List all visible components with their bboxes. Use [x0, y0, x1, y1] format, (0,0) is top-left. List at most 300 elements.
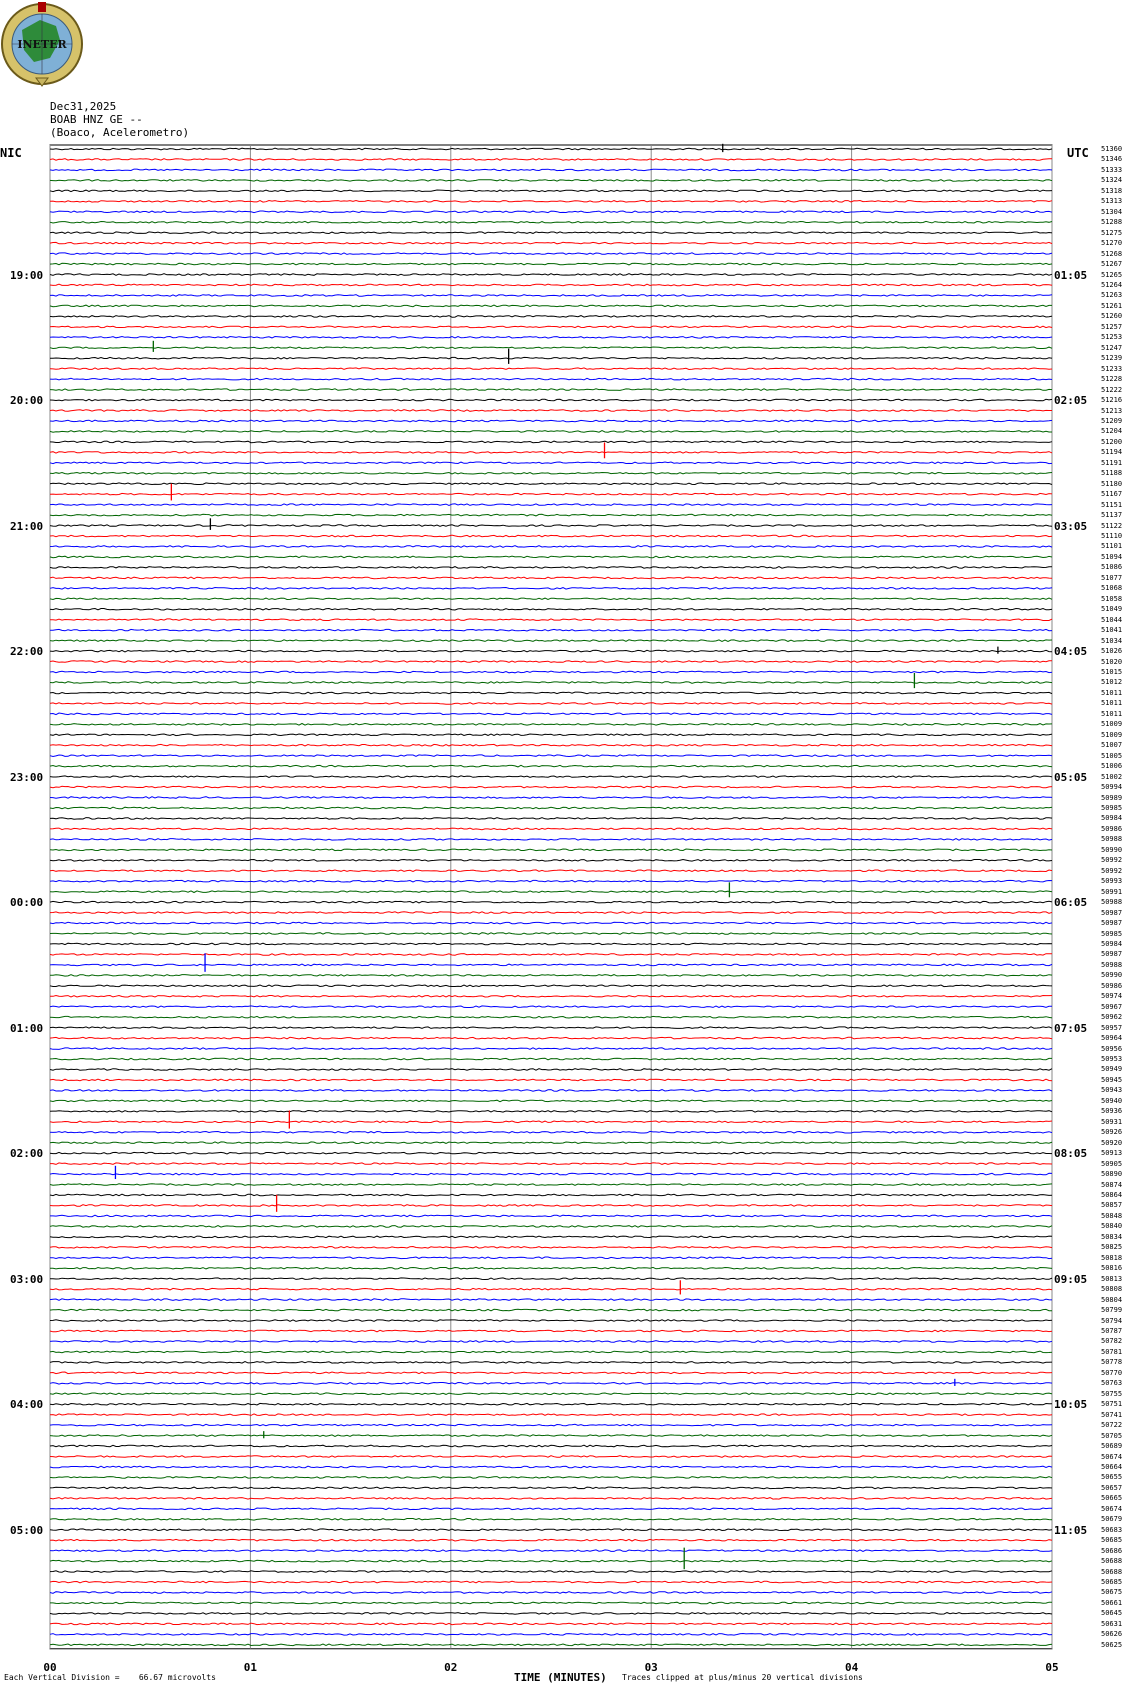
trace-count-label: 50992 — [1101, 856, 1123, 865]
trace-count-label: 51268 — [1101, 249, 1123, 258]
trace-count-label: 51151 — [1101, 500, 1123, 509]
trace-count-label: 50905 — [1101, 1159, 1123, 1168]
trace-count-label: 51213 — [1101, 406, 1123, 415]
seismic-trace — [50, 954, 1052, 956]
seismic-trace — [50, 985, 1052, 987]
seismic-trace — [50, 1519, 1052, 1521]
seismic-trace — [50, 943, 1052, 945]
trace-count-label: 51275 — [1101, 228, 1123, 237]
trace-count-label: 50645 — [1101, 1609, 1123, 1618]
seismic-trace — [50, 1131, 1052, 1133]
seismic-trace — [50, 211, 1052, 213]
trace-count-label: 50674 — [1101, 1504, 1123, 1513]
trace-count-label: 51167 — [1101, 490, 1123, 499]
trace-count-label: 50689 — [1101, 1442, 1123, 1451]
trace-count-label: 50661 — [1101, 1598, 1123, 1607]
hour-label-local: 01:00 — [10, 1021, 44, 1035]
trace-count-label: 50674 — [1101, 1452, 1123, 1461]
seismic-trace — [50, 1602, 1052, 1604]
seismic-trace — [50, 828, 1052, 830]
trace-count-label: 50992 — [1101, 866, 1123, 875]
seismic-trace — [50, 357, 1052, 359]
seismic-trace — [50, 922, 1052, 924]
trace-count-label: 50808 — [1101, 1285, 1123, 1294]
trace-count-label: 51239 — [1101, 354, 1123, 363]
hour-label-utc: 01:05 — [1054, 268, 1088, 282]
trace-count-label: 50913 — [1101, 1149, 1123, 1158]
trace-count-label: 50949 — [1101, 1065, 1123, 1074]
hour-label-local: 23:00 — [10, 770, 44, 784]
hour-label-utc: 08:05 — [1054, 1147, 1088, 1161]
trace-count-label: 50974 — [1101, 992, 1123, 1001]
seismic-trace — [50, 1194, 1052, 1196]
trace-count-label: 50834 — [1101, 1232, 1123, 1241]
footer-clip-note: Traces clipped at plus/minus 20 vertical divisions — [622, 1673, 863, 1682]
seismic-trace — [50, 263, 1052, 265]
trace-count-label: 50763 — [1101, 1379, 1123, 1388]
hour-label-utc: 09:05 — [1054, 1272, 1088, 1286]
seismic-trace — [50, 860, 1052, 862]
trace-count-label: 51313 — [1101, 197, 1123, 206]
trace-count-label: 50705 — [1101, 1431, 1123, 1440]
seismic-trace — [50, 493, 1052, 495]
seismic-trace — [50, 598, 1052, 600]
seismic-trace — [50, 1121, 1052, 1123]
hour-label-local: 21:00 — [10, 519, 44, 533]
trace-count-label: 51270 — [1101, 239, 1123, 248]
trace-count-label: 51020 — [1101, 657, 1123, 666]
seismic-trace — [50, 650, 1052, 652]
seismic-trace — [50, 996, 1052, 998]
seismic-trace — [50, 1079, 1052, 1081]
seismic-trace — [50, 1006, 1052, 1008]
trace-count-label: 50988 — [1101, 960, 1123, 969]
seismic-trace — [50, 1634, 1052, 1636]
seismic-trace — [50, 483, 1052, 485]
trace-count-label: 50816 — [1101, 1264, 1123, 1273]
trace-count-label: 50755 — [1101, 1389, 1123, 1398]
seismic-trace — [50, 692, 1052, 694]
hour-label-local: 22:00 — [10, 645, 44, 659]
seismic-trace — [50, 1560, 1052, 1562]
trace-count-label: 51012 — [1101, 678, 1123, 687]
trace-count-label: 51122 — [1101, 521, 1123, 530]
hour-label-utc: 06:05 — [1054, 896, 1088, 910]
seismic-trace — [50, 1330, 1052, 1332]
trace-count-label: 50688 — [1101, 1557, 1123, 1566]
seismic-trace — [50, 1498, 1052, 1500]
hour-label-utc: 04:05 — [1054, 645, 1088, 659]
trace-count-label: 50794 — [1101, 1316, 1123, 1325]
seismic-trace — [50, 1613, 1052, 1615]
seismic-trace — [50, 347, 1052, 349]
seismic-trace — [50, 608, 1052, 610]
seismic-trace — [50, 169, 1052, 171]
trace-count-label: 50985 — [1101, 929, 1123, 938]
trace-count-label: 51068 — [1101, 584, 1123, 593]
trace-count-label: 50956 — [1101, 1044, 1123, 1053]
hour-label-utc: 02:05 — [1054, 394, 1088, 408]
trace-count-label: 50957 — [1101, 1023, 1123, 1032]
seismic-trace — [50, 901, 1052, 903]
seismic-trace — [50, 1623, 1052, 1625]
seismic-trace — [50, 159, 1052, 161]
trace-count-label: 50781 — [1101, 1347, 1123, 1356]
trace-count-label: 51011 — [1101, 699, 1123, 708]
trace-count-label: 50799 — [1101, 1306, 1123, 1315]
seismic-trace — [50, 1351, 1052, 1353]
trace-count-label: 50926 — [1101, 1128, 1123, 1137]
seismic-trace — [50, 180, 1052, 182]
seismic-trace — [50, 839, 1052, 841]
trace-count-label: 50989 — [1101, 793, 1123, 802]
seismic-trace — [50, 441, 1052, 443]
seismic-trace — [50, 1111, 1052, 1113]
trace-count-label: 50986 — [1101, 824, 1123, 833]
seismic-trace — [50, 1456, 1052, 1458]
trace-count-label: 50655 — [1101, 1473, 1123, 1482]
x-tick-label: 02 — [444, 1661, 458, 1674]
trace-count-label: 50890 — [1101, 1170, 1123, 1179]
seismic-trace — [50, 1058, 1052, 1060]
seismic-trace — [50, 1403, 1052, 1405]
trace-count-label: 51261 — [1101, 301, 1123, 310]
trace-count-label: 50967 — [1101, 1002, 1123, 1011]
trace-count-label: 50751 — [1101, 1400, 1123, 1409]
seismic-trace — [50, 284, 1052, 286]
hour-label-local: 05:00 — [10, 1523, 44, 1537]
footer-scale: Each Vertical Division = 66.67 microvolts — [4, 1673, 216, 1682]
trace-count-label: 51137 — [1101, 511, 1123, 520]
seismic-trace — [50, 1644, 1052, 1646]
hour-label-local: 03:00 — [10, 1272, 44, 1286]
trace-count-label: 50987 — [1101, 950, 1123, 959]
trace-count-label: 50664 — [1101, 1462, 1123, 1471]
timezone-left: NIC — [0, 146, 22, 160]
seismic-trace — [50, 807, 1052, 809]
seismic-trace — [50, 661, 1052, 663]
seismic-trace — [50, 431, 1052, 433]
hour-label-utc: 07:05 — [1054, 1021, 1088, 1035]
trace-count-label: 51209 — [1101, 416, 1123, 425]
hour-label-utc: 11:05 — [1054, 1523, 1088, 1537]
trace-count-label: 51011 — [1101, 688, 1123, 697]
seismic-trace — [50, 724, 1052, 726]
seismic-trace — [50, 1320, 1052, 1322]
seismic-trace — [50, 1341, 1052, 1343]
trace-count-label: 51228 — [1101, 375, 1123, 384]
seismic-trace — [50, 797, 1052, 799]
trace-count-label: 50864 — [1101, 1191, 1123, 1199]
trace-count-label: 51009 — [1101, 730, 1123, 739]
seismic-trace — [50, 462, 1052, 464]
seismic-trace — [50, 671, 1052, 673]
trace-count-label: 50943 — [1101, 1086, 1123, 1095]
trace-count-label: 50813 — [1101, 1274, 1123, 1283]
seismic-trace — [50, 1236, 1052, 1238]
trace-count-label: 51288 — [1101, 218, 1123, 227]
trace-count-label: 50825 — [1101, 1243, 1123, 1252]
trace-count-label: 51015 — [1101, 668, 1123, 676]
trace-count-label: 51044 — [1101, 615, 1123, 624]
seismic-trace — [50, 232, 1052, 234]
seismic-trace — [50, 849, 1052, 851]
trace-count-label: 51058 — [1101, 594, 1123, 603]
trace-count-label: 50657 — [1101, 1483, 1123, 1492]
trace-count-label: 51188 — [1101, 469, 1123, 478]
seismic-trace — [50, 1299, 1052, 1301]
trace-count-label: 50782 — [1101, 1337, 1123, 1346]
trace-count-label: 51194 — [1101, 448, 1123, 457]
trace-count-label: 51049 — [1101, 605, 1123, 614]
trace-count-label: 50848 — [1101, 1211, 1123, 1220]
seismic-trace — [50, 1445, 1052, 1447]
seismic-trace — [50, 1163, 1052, 1165]
trace-count-label: 51247 — [1101, 343, 1123, 352]
seismic-trace — [50, 765, 1052, 767]
seismic-trace — [50, 1581, 1052, 1583]
trace-count-label: 50945 — [1101, 1075, 1123, 1084]
trace-count-label: 50857 — [1101, 1201, 1123, 1210]
trace-count-label: 51077 — [1101, 573, 1123, 582]
trace-count-label: 50778 — [1101, 1358, 1123, 1367]
seismic-trace — [50, 734, 1052, 736]
trace-count-label: 51360 — [1101, 145, 1123, 153]
trace-count-label: 50686 — [1101, 1546, 1123, 1555]
trace-count-label: 51002 — [1101, 772, 1123, 781]
trace-count-label: 51005 — [1101, 751, 1123, 760]
timezone-right: UTC — [1067, 146, 1089, 160]
trace-count-label: 50625 — [1101, 1640, 1123, 1649]
seismic-trace — [50, 1487, 1052, 1489]
seismic-trace — [50, 1069, 1052, 1071]
seismic-trace — [50, 1529, 1052, 1531]
seismic-trace — [50, 253, 1052, 255]
seismic-trace — [50, 1288, 1052, 1290]
trace-count-label: 50962 — [1101, 1013, 1123, 1022]
x-tick-label: 03 — [644, 1661, 658, 1674]
seismic-trace — [50, 221, 1052, 223]
seismic-trace — [50, 1571, 1052, 1573]
trace-count-label: 51086 — [1101, 563, 1123, 572]
seismic-trace — [50, 1173, 1052, 1175]
seismic-trace — [50, 891, 1052, 893]
seismic-trace — [50, 473, 1052, 475]
seismic-trace — [50, 399, 1052, 401]
trace-count-label: 50984 — [1101, 939, 1123, 948]
trace-count-label: 50964 — [1101, 1034, 1123, 1043]
seismic-trace — [50, 201, 1052, 203]
seismic-trace — [50, 1016, 1052, 1018]
seismic-trace — [50, 870, 1052, 872]
trace-count-label: 51267 — [1101, 260, 1123, 269]
trace-count-label: 51346 — [1101, 155, 1123, 164]
trace-count-label: 50984 — [1101, 814, 1123, 823]
trace-count-label: 51216 — [1101, 396, 1123, 405]
trace-count-label: 51094 — [1101, 552, 1123, 561]
plot-frame — [50, 145, 1052, 1649]
location-label: (Boaco, Acelerometro) — [50, 126, 190, 139]
seismic-trace — [50, 295, 1052, 297]
seismic-trace — [50, 755, 1052, 757]
trace-count-label: 51007 — [1101, 741, 1123, 750]
hour-label-utc: 03:05 — [1054, 519, 1088, 533]
seismic-trace — [50, 1267, 1052, 1269]
trace-count-label: 50722 — [1101, 1421, 1123, 1430]
trace-count-label: 50679 — [1101, 1515, 1123, 1524]
seismic-trace — [50, 190, 1052, 192]
seismic-trace — [50, 274, 1052, 276]
seismic-trace — [50, 1592, 1052, 1594]
seismic-trace — [50, 776, 1052, 778]
hour-label-utc: 10:05 — [1054, 1398, 1088, 1412]
trace-count-label: 51264 — [1101, 280, 1123, 289]
seismic-trace — [50, 1424, 1052, 1426]
seismic-trace — [50, 316, 1052, 318]
seismic-trace — [50, 525, 1052, 527]
seismic-trace — [50, 420, 1052, 422]
seismic-trace — [50, 242, 1052, 244]
seismic-trace — [50, 975, 1052, 977]
trace-count-label: 51006 — [1101, 762, 1123, 771]
trace-count-label: 51191 — [1101, 458, 1123, 467]
x-tick-label: 01 — [243, 1661, 258, 1674]
seismic-trace — [50, 1362, 1052, 1364]
seismic-trace — [50, 577, 1052, 579]
seismic-trace — [50, 1550, 1052, 1552]
seismic-trace — [50, 1393, 1052, 1395]
seismic-trace — [50, 1309, 1052, 1311]
seismic-trace — [50, 368, 1052, 370]
station-label: BOAB HNZ GE -- — [50, 113, 143, 126]
trace-count-label: 50936 — [1101, 1107, 1123, 1116]
seismic-trace — [50, 326, 1052, 328]
trace-count-label: 51253 — [1101, 333, 1123, 342]
trace-count-label: 51222 — [1101, 385, 1123, 394]
trace-count-label: 50741 — [1101, 1410, 1123, 1419]
trace-count-label: 50675 — [1101, 1588, 1123, 1597]
seismic-trace — [50, 1435, 1052, 1437]
seismic-trace — [50, 1048, 1052, 1050]
seismic-trace — [50, 1100, 1052, 1102]
seismic-trace — [50, 629, 1052, 631]
trace-count-label: 51026 — [1101, 647, 1123, 656]
seismic-trace — [50, 1027, 1052, 1029]
seismic-trace — [50, 713, 1052, 715]
trace-count-label: 50626 — [1101, 1630, 1123, 1639]
seismic-trace — [50, 912, 1052, 914]
seismic-trace — [50, 410, 1052, 412]
seismic-trace — [50, 1372, 1052, 1374]
seismic-trace — [50, 640, 1052, 642]
trace-count-label: 50990 — [1101, 971, 1123, 980]
trace-count-label: 51318 — [1101, 186, 1123, 195]
trace-count-label: 50685 — [1101, 1578, 1123, 1587]
x-tick-label: 00 — [43, 1661, 57, 1674]
seismic-trace — [50, 148, 1052, 150]
trace-count-label: 51009 — [1101, 720, 1123, 729]
trace-count-label: 50993 — [1101, 877, 1123, 886]
trace-count-label: 50940 — [1101, 1096, 1123, 1105]
seismic-trace — [50, 880, 1052, 882]
hour-label-local: 20:00 — [10, 394, 44, 408]
trace-count-label: 50987 — [1101, 908, 1123, 917]
trace-count-label: 50683 — [1101, 1525, 1123, 1534]
seismic-trace — [50, 1247, 1052, 1249]
trace-count-label: 51257 — [1101, 322, 1123, 331]
trace-count-label: 51034 — [1101, 636, 1123, 645]
seismic-trace — [50, 1508, 1052, 1510]
trace-count-label: 50985 — [1101, 803, 1123, 812]
trace-count-label: 51110 — [1101, 532, 1123, 541]
seismic-trace — [50, 1142, 1052, 1144]
hour-label-local: 00:00 — [10, 896, 44, 910]
trace-count-label: 50988 — [1101, 835, 1123, 844]
seismic-trace — [50, 1414, 1052, 1416]
trace-count-label: 50665 — [1101, 1494, 1123, 1503]
seismic-trace — [50, 786, 1052, 788]
trace-count-label: 50804 — [1101, 1295, 1123, 1304]
trace-count-label: 50688 — [1101, 1567, 1123, 1576]
trace-count-label: 50787 — [1101, 1326, 1123, 1335]
seismic-trace — [50, 818, 1052, 820]
seismic-trace — [50, 964, 1052, 966]
seismic-trace — [50, 1205, 1052, 1207]
trace-count-label: 50990 — [1101, 845, 1123, 854]
trace-count-label: 50986 — [1101, 981, 1123, 990]
trace-count-label: 51204 — [1101, 427, 1123, 436]
seismic-trace — [50, 1466, 1052, 1468]
x-axis-label: TIME (MINUTES) — [514, 1671, 607, 1684]
seismic-trace — [50, 1257, 1052, 1259]
trace-count-label: 50987 — [1101, 919, 1123, 928]
trace-count-label: 50874 — [1101, 1180, 1123, 1189]
trace-count-label: 50840 — [1101, 1222, 1123, 1231]
seismic-trace — [50, 535, 1052, 537]
x-tick-label: 04 — [844, 1661, 859, 1674]
trace-count-label: 51263 — [1101, 291, 1123, 300]
trace-count-label: 51101 — [1101, 542, 1123, 551]
seismic-trace — [50, 933, 1052, 935]
trace-count-label: 50770 — [1101, 1368, 1123, 1377]
trace-count-label: 50953 — [1101, 1055, 1123, 1064]
seismic-trace — [50, 305, 1052, 307]
seismic-trace — [50, 504, 1052, 506]
hour-label-local: 04:00 — [10, 1398, 44, 1412]
seismic-trace — [50, 337, 1052, 339]
trace-count-label: 50818 — [1101, 1253, 1123, 1262]
seismic-trace — [50, 1226, 1052, 1228]
trace-count-label: 51011 — [1101, 709, 1123, 718]
seismic-trace — [50, 1184, 1052, 1186]
logo-text: INETER — [17, 38, 67, 51]
seismic-trace — [50, 452, 1052, 454]
seismic-trace — [50, 567, 1052, 569]
seismic-trace — [50, 1477, 1052, 1479]
seismic-trace — [50, 546, 1052, 548]
seismic-trace — [50, 514, 1052, 516]
trace-count-label: 50920 — [1101, 1138, 1123, 1147]
hour-label-local: 02:00 — [10, 1147, 44, 1161]
trace-count-label: 50991 — [1101, 887, 1123, 896]
seismic-trace — [50, 1383, 1052, 1385]
trace-count-label: 51041 — [1101, 626, 1123, 635]
seismic-trace — [50, 556, 1052, 558]
seismic-trace — [50, 1037, 1052, 1039]
trace-count-label: 51265 — [1101, 270, 1123, 279]
trace-count-label: 51304 — [1101, 207, 1123, 216]
date-label: Dec31,2025 — [50, 100, 117, 113]
